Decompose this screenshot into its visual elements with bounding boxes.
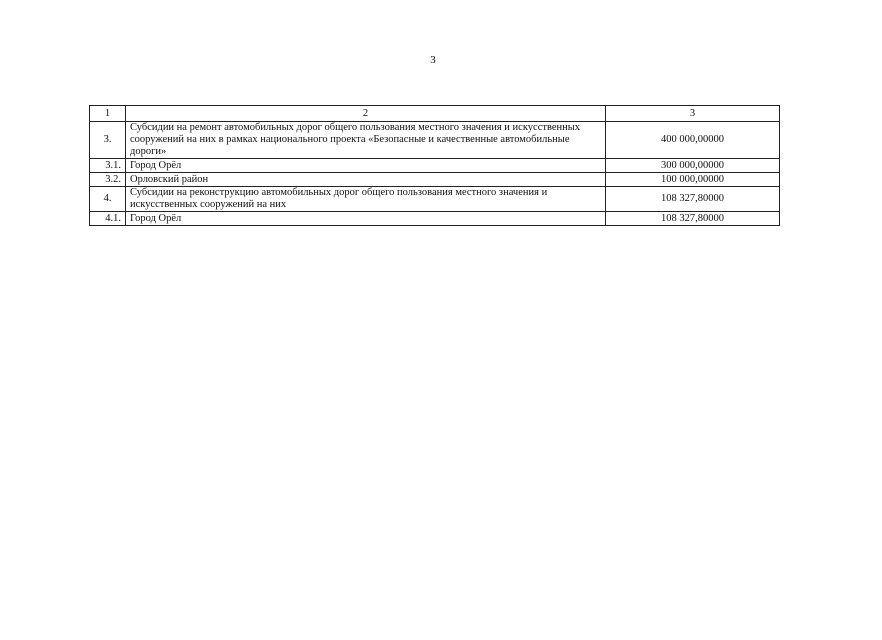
row-name: Город Орёл [126,159,606,173]
row-sum: 108 327,80000 [606,212,780,226]
row-name: Город Орёл [126,212,606,226]
table-header-row [90,106,780,122]
table-row [90,187,780,212]
page-number: 3 [430,54,436,66]
table-row [90,122,780,159]
row-name: Орловский район [126,173,606,187]
table-row [90,173,780,187]
row-sum: 400 000,00000 [606,122,780,159]
row-name: Субсидии на ремонт автомобильных дорог общего пользования местного значения и искусственных сооружений на них в рамках национального проекта «Безопасные и качественные автомобильные дороги» [126,122,606,159]
header-col-3: 3 [606,106,780,122]
table-row [90,159,780,173]
row-sum: 108 327,80000 [606,187,780,212]
row-sum: 300 000,00000 [606,159,780,173]
row-sum: 100 000,00000 [606,173,780,187]
row-number: 3.2. [90,173,126,187]
header-col-1: 1 [90,106,126,122]
row-number: 4. [90,187,126,212]
row-number: 4.1. [90,212,126,226]
row-name: Субсидии на реконструкцию автомобильных дорог общего пользования местного значения и искусственных сооружений на них [126,187,606,212]
row-number: 3.1. [90,159,126,173]
budget-table [89,105,780,226]
row-number: 3. [90,122,126,159]
header-col-2: 2 [126,106,606,122]
table-row [90,212,780,226]
